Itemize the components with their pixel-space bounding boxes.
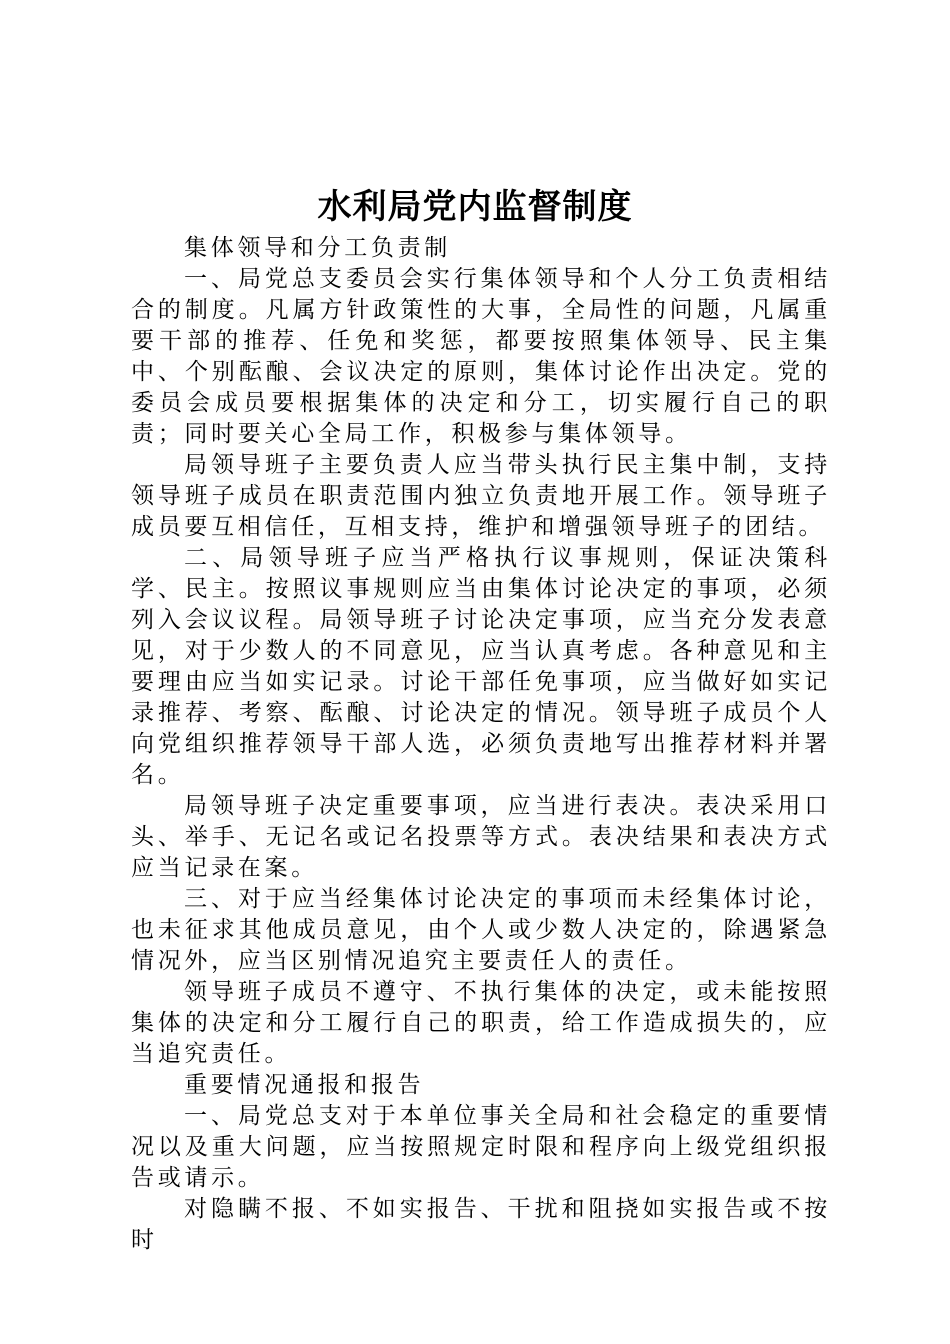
paragraph: 二、局领导班子应当严格执行议事规则，保证决策科学、民主。按照议事规则应当由集体讨论决定的事项，必须列入会议议程。局领导班子讨论决定事项，应当充分发表意见，对于少数人的不同意见，应当认真考虑。各种意见和主要理由应当如实记录。讨论干部任免事项，应当做好如实记录推荐、考察、酝酿、讨论决定的情况。领导班子成员个人向党组织推荐领导干部人选，必须负责地写出推荐材料并署名。 <box>131 545 831 788</box>
paragraph: 局领导班子主要负责人应当带头执行民主集中制，支持领导班子成员在职责范围内独立负责地开展工作。领导班子成员要互相信任，互相支持，维护和增强领导班子的团结。 <box>131 452 831 540</box>
paragraph: 一、局党总支委员会实行集体领导和个人分工负责相结合的制度。凡属方针政策性的大事，全局性的问题，凡属重要干部的推荐、任免和奖惩，都要按照集体领导、民主集中、个别酝酿、会议决定的原则，集体讨论作出决定。党的委员会成员要根据集体的决定和分工，切实履行自己的职责；同时要关心全局工作，积极参与集体领导。 <box>131 266 831 447</box>
section-heading: 重要情况通报和报告 <box>184 1072 425 1098</box>
paragraph: 三、对于应当经集体讨论决定的事项而未经集体讨论，也未征求其他成员意见，由个人或少数人决定的，除遇紧急情况外，应当区别情况追究主要责任人的责任。 <box>131 886 831 974</box>
document-title: 水利局党内监督制度 <box>317 187 633 227</box>
section-heading: 集体领导和分工负责制 <box>184 235 451 261</box>
paragraph: 对隐瞒不报、不如实报告、干扰和阻挠如实报告或不按时 <box>131 1196 831 1253</box>
paragraph: 一、局党总支对于本单位事关全局和社会稳定的重要情况以及重大问题，应当按照规定时限和程序向上级党组织报告或请示。 <box>131 1103 831 1191</box>
paragraph: 领导班子成员不遵守、不执行集体的决定，或未能按照集体的决定和分工履行自己的职责，给工作造成损失的，应当追究责任。 <box>131 979 831 1067</box>
paragraph: 局领导班子决定重要事项，应当进行表决。表决采用口头、举手、无记名或记名投票等方式。表决结果和表决方式应当记录在案。 <box>131 793 831 881</box>
document-body <box>131 233 831 1256</box>
